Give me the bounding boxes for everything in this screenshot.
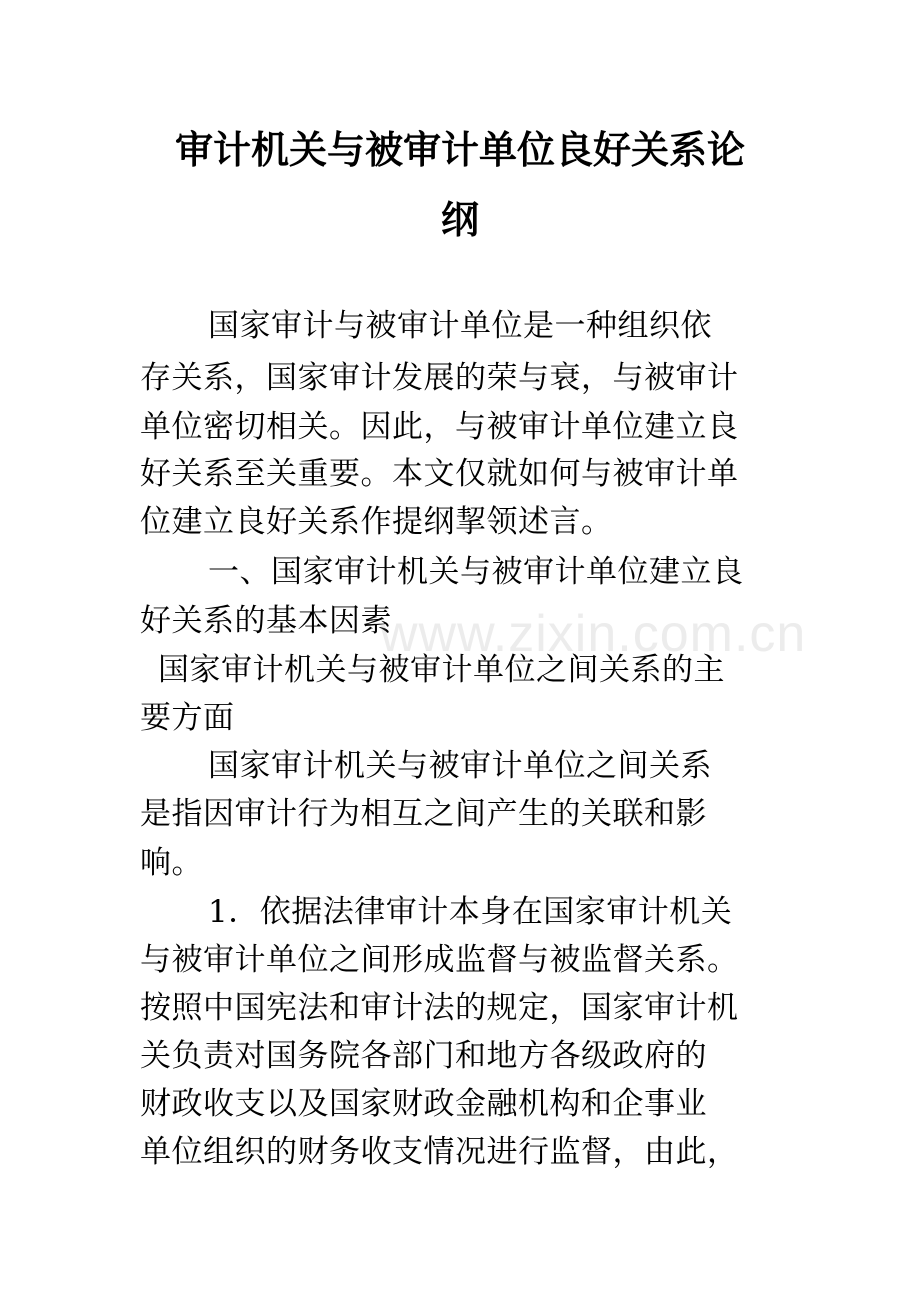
paragraph-line: 国家审计与被审计单位是一种组织依 — [208, 308, 712, 344]
paragraph-line: 国家审计机关与被审计单位之间关系 — [208, 748, 712, 784]
paragraph-line: 按照中国宪法和审计法的规定，国家审计机 — [140, 990, 739, 1026]
paragraph-line: 单位密切相关。因此，与被审计单位建立良 — [140, 409, 739, 445]
paragraph-line: 好关系至关重要。本文仅就如何与被审计单 — [140, 456, 739, 492]
section-heading-line: 一、国家审计机关与被审计单位建立良 — [208, 554, 744, 590]
paragraph-line: 1．依据法律审计本身在国家审计机关 — [208, 894, 733, 930]
paragraph-line: 是指因审计行为相互之间产生的关联和影 — [140, 796, 707, 832]
document-title-line-2: 纲 — [440, 197, 479, 242]
paragraph-line: 响。 — [140, 845, 203, 881]
paragraph-line: 位建立良好关系作提纲挈领述言。 — [140, 504, 613, 540]
paragraph-line: 单位组织的财务收支情况进行监督，由此， — [140, 1134, 739, 1170]
paragraph-line: 与被审计单位之间形成监督与被监督关系。 — [140, 942, 739, 978]
paragraph-line: 财政收支以及国家财政金融机构和企事业 — [140, 1086, 707, 1122]
document-title-line-1: 审计机关与被审计单位良好关系论 — [174, 127, 745, 172]
subheading-line: 要方面 — [140, 700, 235, 736]
watermark: www.zixin.com.cn — [380, 605, 807, 663]
paragraph-line: 存关系，国家审计发展的荣与衰，与被审计 — [140, 360, 739, 396]
section-heading-line: 好关系的基本因素 — [140, 603, 392, 639]
subheading-line: 国家审计机关与被审计单位之间关系的主 — [158, 652, 725, 688]
paragraph-line: 关负责对国务院各部门和地方各级政府的 — [140, 1038, 707, 1074]
